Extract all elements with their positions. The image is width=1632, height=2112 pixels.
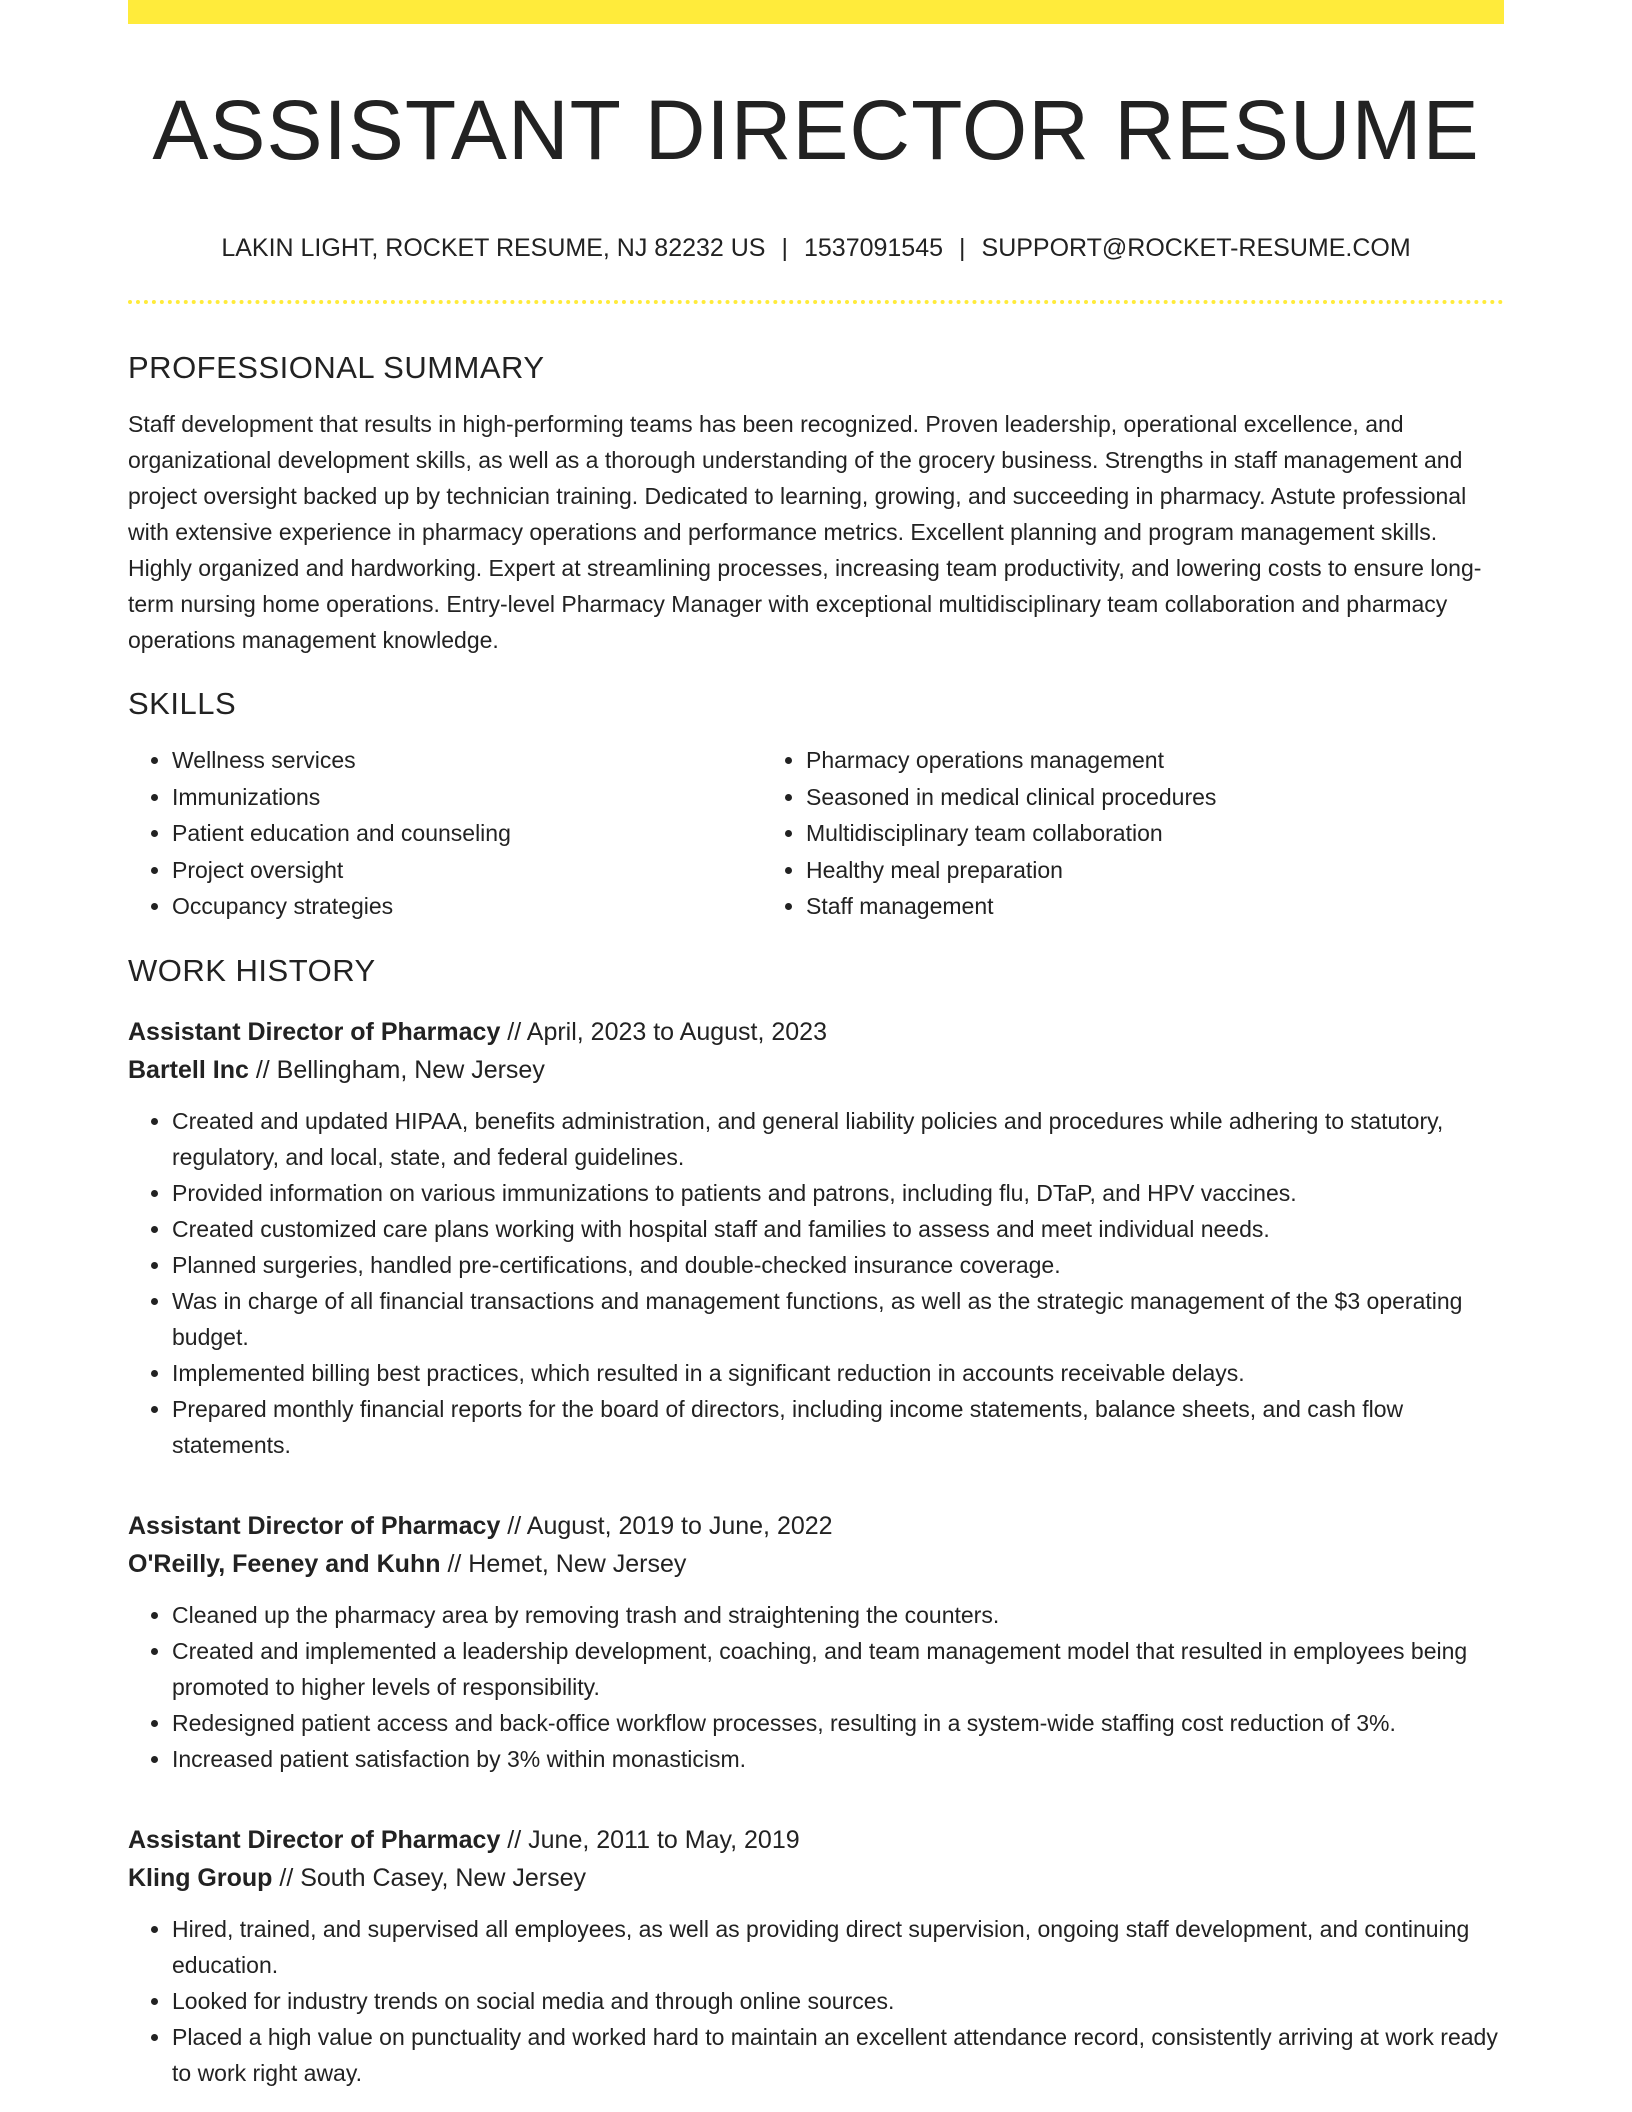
summary-heading: PROFESSIONAL SUMMARY: [128, 350, 545, 385]
job-bullet: • Created and updated HIPAA, benefits administration, and general liability policies and procedures while adhering to statutory, regulatory, and local, state, and federal guidelines.: [172, 1103, 1504, 1175]
job-location: // Hemet, New Jersey: [440, 1549, 687, 1578]
resume-content: [128, 0, 1504, 2091]
skill-item: • Seasoned in medical clinical procedures: [806, 779, 1504, 816]
skill-item: • Wellness services: [172, 742, 762, 779]
job-bullet: • Planned surgeries, handled pre-certifications, and double-checked insurance coverage.: [172, 1247, 1504, 1283]
job-bullet: • Created and implemented a leadership development, coaching, and team management model that resulted in employees being promoted to higher levels of responsibility.: [172, 1633, 1504, 1705]
job-title: Assistant Director of Pharmacy: [128, 1511, 501, 1540]
job-title-line: [128, 1507, 1504, 1545]
job-bullets: [128, 1911, 1504, 2091]
skill-item: • Immunizations: [172, 779, 762, 816]
skill-item: • Patient education and counseling: [172, 815, 762, 852]
skills-column-right: [762, 742, 1504, 925]
contact-separator: |: [781, 234, 788, 262]
job-bullet: • Redesigned patient access and back-office workflow processes, resulting in a system-wide staffing cost reduction of 3%.: [172, 1705, 1504, 1741]
skill-item: • Pharmacy operations management: [806, 742, 1504, 779]
job-bullet: • Cleaned up the pharmacy area by removing trash and straightening the counters.: [172, 1597, 1504, 1633]
job-company-line: [128, 1545, 1504, 1583]
job-entry: [128, 1013, 1504, 1463]
job-dates: // April, 2023 to August, 2023: [500, 1017, 827, 1046]
skill-item: • Project oversight: [172, 852, 762, 889]
skill-item: • Multidisciplinary team collaboration: [806, 815, 1504, 852]
job-bullet: • Created customized care plans working with hospital staff and families to assess and meet individual needs.: [172, 1211, 1504, 1247]
resume-title: ASSISTANT DIRECTOR RESUME: [152, 83, 1480, 177]
job-entry: [128, 1821, 1504, 2091]
contact-address: LAKIN LIGHT, ROCKET RESUME, NJ 82232 US: [221, 234, 766, 262]
contact-phone: 1537091545: [803, 234, 944, 262]
contact-separator: |: [959, 234, 966, 262]
job-title-line: [128, 1821, 1504, 1859]
skills-heading: SKILLS: [128, 686, 237, 721]
skill-item: • Staff management: [806, 888, 1504, 925]
job-bullet: • Looked for industry trends on social media and through online sources.: [172, 1983, 1504, 2019]
job-title-line: [128, 1013, 1504, 1051]
job-title: Assistant Director of Pharmacy: [128, 1017, 501, 1046]
job-bullet: • Increased patient satisfaction by 3% within monasticism.: [172, 1741, 1504, 1777]
summary-text: Staff development that results in high-performing teams has been recognized. Proven leadership, operational excellence, and organizational development skills, as well as a thorough understanding of the grocery business. Strengths in staff management and project oversight backed up by technician training. Dedicated to learning, growing, and succeeding in pharmacy. Astute professional with extensive experience in pharmacy operations and performance metrics. Excellent planning and program management skills. Highly organized and hardworking. Expert at streamlining processes, increasing team productivity, and lowering costs to ensure long-term nursing home operations. Entry-level Pharmacy Manager with exceptional multidisciplinary team collaboration and pharmacy operations management knowledge.: [128, 411, 1482, 653]
job-location: // South Casey, New Jersey: [272, 1863, 586, 1892]
job-bullet: • Was in charge of all financial transactions and management functions, as well as the strategic management of the $3 operating budget.: [172, 1283, 1504, 1355]
job-company-line: [128, 1051, 1504, 1089]
job-bullet: • Prepared monthly financial reports for the board of directors, including income statements, balance sheets, and cash flow statements.: [172, 1391, 1504, 1463]
job-company: O'Reilly, Feeney and Kuhn: [128, 1549, 441, 1578]
job-bullet: • Provided information on various immunizations to patients and patrons, including flu, DTaP, and HPV vaccines.: [172, 1175, 1504, 1211]
job-bullet: • Hired, trained, and supervised all employees, as well as providing direct supervision, ongoing staff development, and continuing education.: [172, 1911, 1504, 1983]
job-bullets: [128, 1597, 1504, 1777]
skill-item: • Occupancy strategies: [172, 888, 762, 925]
skills-list: [128, 742, 1504, 925]
job-company-line: [128, 1859, 1504, 1897]
job-location: // Bellingham, New Jersey: [248, 1055, 545, 1084]
job-dates: // August, 2019 to June, 2022: [500, 1511, 833, 1540]
dotted-divider: [128, 300, 1504, 304]
job-bullet: • Placed a high value on punctuality and worked hard to maintain an excellent attendance record, consistently arriving at work ready to work right away.: [172, 2019, 1504, 2091]
job-entry: [128, 1507, 1504, 1777]
work-history-heading: WORK HISTORY: [128, 952, 376, 988]
contact-line: [128, 232, 1504, 264]
job-bullet: • Implemented billing best practices, which resulted in a significant reduction in accounts receivable delays.: [172, 1355, 1504, 1391]
job-company: Bartell Inc: [128, 1055, 249, 1084]
job-dates: // June, 2011 to May, 2019: [500, 1825, 800, 1854]
job-company: Kling Group: [128, 1863, 273, 1892]
contact-email: SUPPORT@ROCKET-RESUME.COM: [981, 234, 1411, 262]
skills-column-left: [128, 742, 762, 925]
job-title: Assistant Director of Pharmacy: [128, 1825, 501, 1854]
job-bullets: [128, 1103, 1504, 1463]
skill-item: • Healthy meal preparation: [806, 852, 1504, 889]
